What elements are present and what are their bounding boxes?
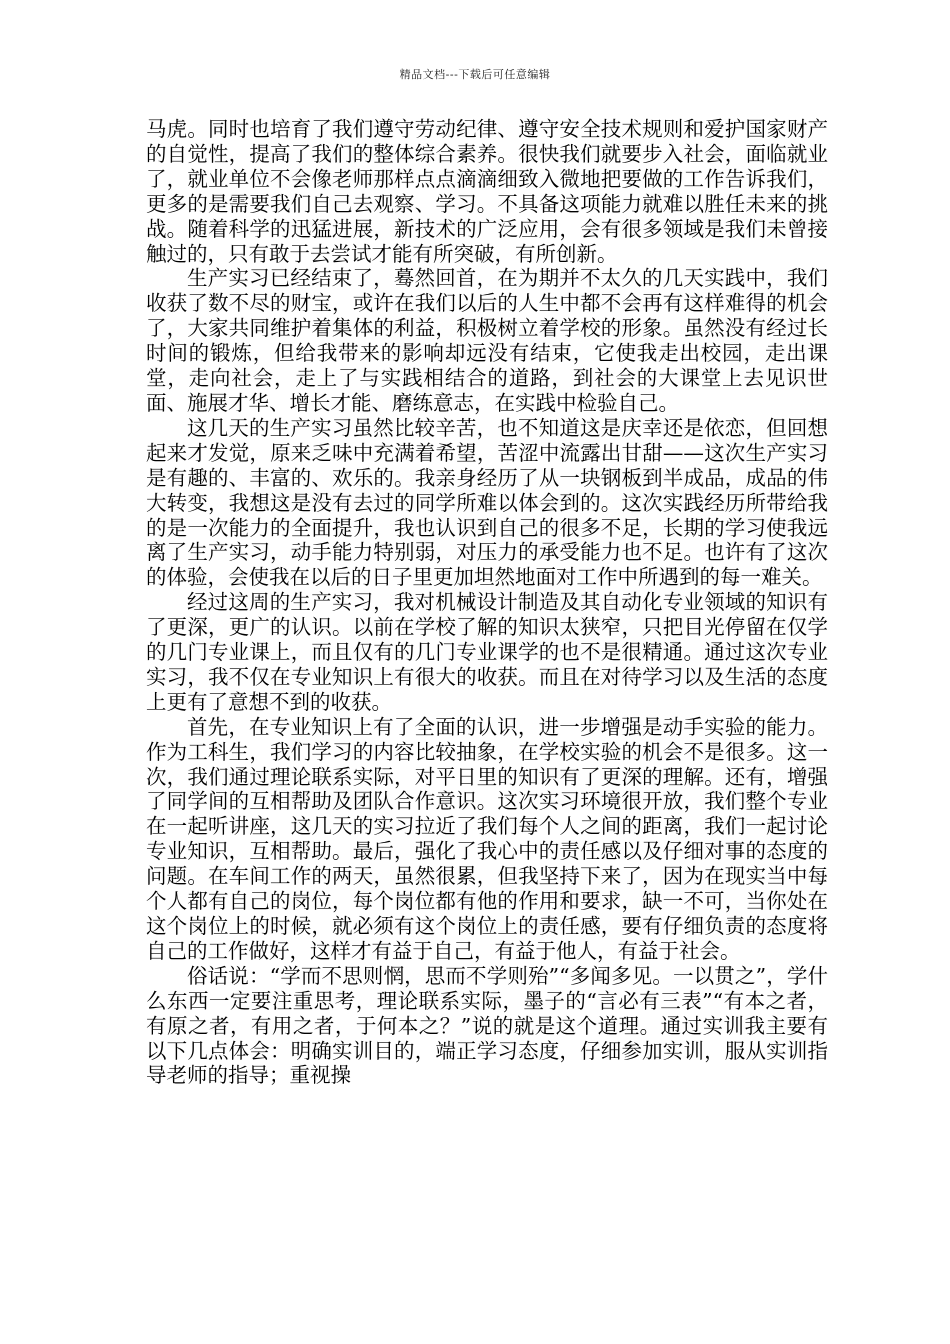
paragraph-4: 经过这周的生产实习，我对机械设计制造及其自动化专业领域的知识有了更深，更广的认识。以前在学校了解的知识太狭窄，只把目光停留在仅学的几门专业课上，而且仅有的几门专业课学的也不是很精通。通过这次专业实习，我不仅在专业知识上有很大的收获。而且在对待学习以及生活的态度上更有了意想不到的收获。 [146,590,828,714]
paragraph-6: 俗话说：“学而不思则惘，思而不学则殆”“多闻多见。一以贯之”，学什么东西一定要注重思考，理论联系实际，墨子的“言必有三表”“有本之者，有原之者，有用之者，于何本之？”说的就是这个道理。通过实训我主要有以下几点体会：明确实训目的，端正学习态度，仔细参加实训，服从实训指导老师的指导；重视操 [146,963,828,1088]
document-body [146,117,828,1088]
paragraph-2: 生产实习已经结束了，蓦然回首，在为期并不太久的几天实践中，我们收获了数不尽的财宝，或许在我们以后的人生中都不会再有这样难得的机会了，大家共同维护着集体的利益，积极树立着学校的形象。虽然没有经过长时间的锻炼，但给我带来的影响却远没有结束，它使我走出校园，走出课堂，走向社会，走上了与实践相结合的道路，到社会的大课堂上去见识世面、施展才华、增长才能、磨练意志，在实践中检验自己。 [146,266,828,415]
paragraph-3: 这几天的生产实习虽然比较辛苦，也不知道这是庆幸还是依恋，但回想起来才发觉，原来乏味中充满着希望，苦涩中流露出甘甜——这次生产实习是有趣的、丰富的、欢乐的。我亲身经历了从一块钢板到半成品，成品的伟大转变，我想这是没有去过的同学所难以体会到的。这次实践经历所带给我的是一次能力的全面提升，我也认识到自己的很多不足，长期的学习使我远离了生产实习，动手能力特别弱，对压力的承受能力也不足。也许有了这次的体验，会使我在以后的日子里更加坦然地面对工作中所遇到的每一难关。 [146,415,828,590]
paragraph-1: 马虎。同时也培育了我们遵守劳动纪律、遵守安全技术规则和爱护国家财产的自觉性，提高了我们的整体综合素养。很快我们就要步入社会，面临就业了，就业单位不会像老师那样点点滴滴细致入微地把要做的工作告诉我们，更多的是需要我们自己去观察、学习。不具备这项能力就难以胜任未来的挑战。随着科学的迅猛进展，新技术的广泛应用，会有很多领域是我们未曾接触过的，只有敢于去尝试才能有所突破，有所创新。 [146,117,828,266]
paragraph-5: 首先，在专业知识上有了全面的认识，进一步增强是动手实验的能力。作为工科生，我们学习的内容比较抽象，在学校实验的机会不是很多。这一次，我们通过理论联系实际，对平日里的知识有了更深的理解。还有，增强了同学间的互相帮助及团队合作意识。这次实习环境很开放，我们整个专业在一起听讲座，这几天的实习拉近了我们每个人之间的距离，我们一起讨论专业知识，互相帮助。最后，强化了我心中的责任感以及仔细对事的态度的问题。在车间工作的两天，虽然很累，但我坚持下来了，因为在现实当中每个人都有自己的岗位，每个岗位都有他的作用和要求，缺一不可，当你处在这个岗位上的时候，就必须有这个岗位上的责任感，要有仔细负责的态度将自己的工作做好，这样才有益于自己，有益于他人，有益于社会。 [146,714,828,963]
page-header: 精品文档---下载后可任意编辑 [399,68,551,81]
